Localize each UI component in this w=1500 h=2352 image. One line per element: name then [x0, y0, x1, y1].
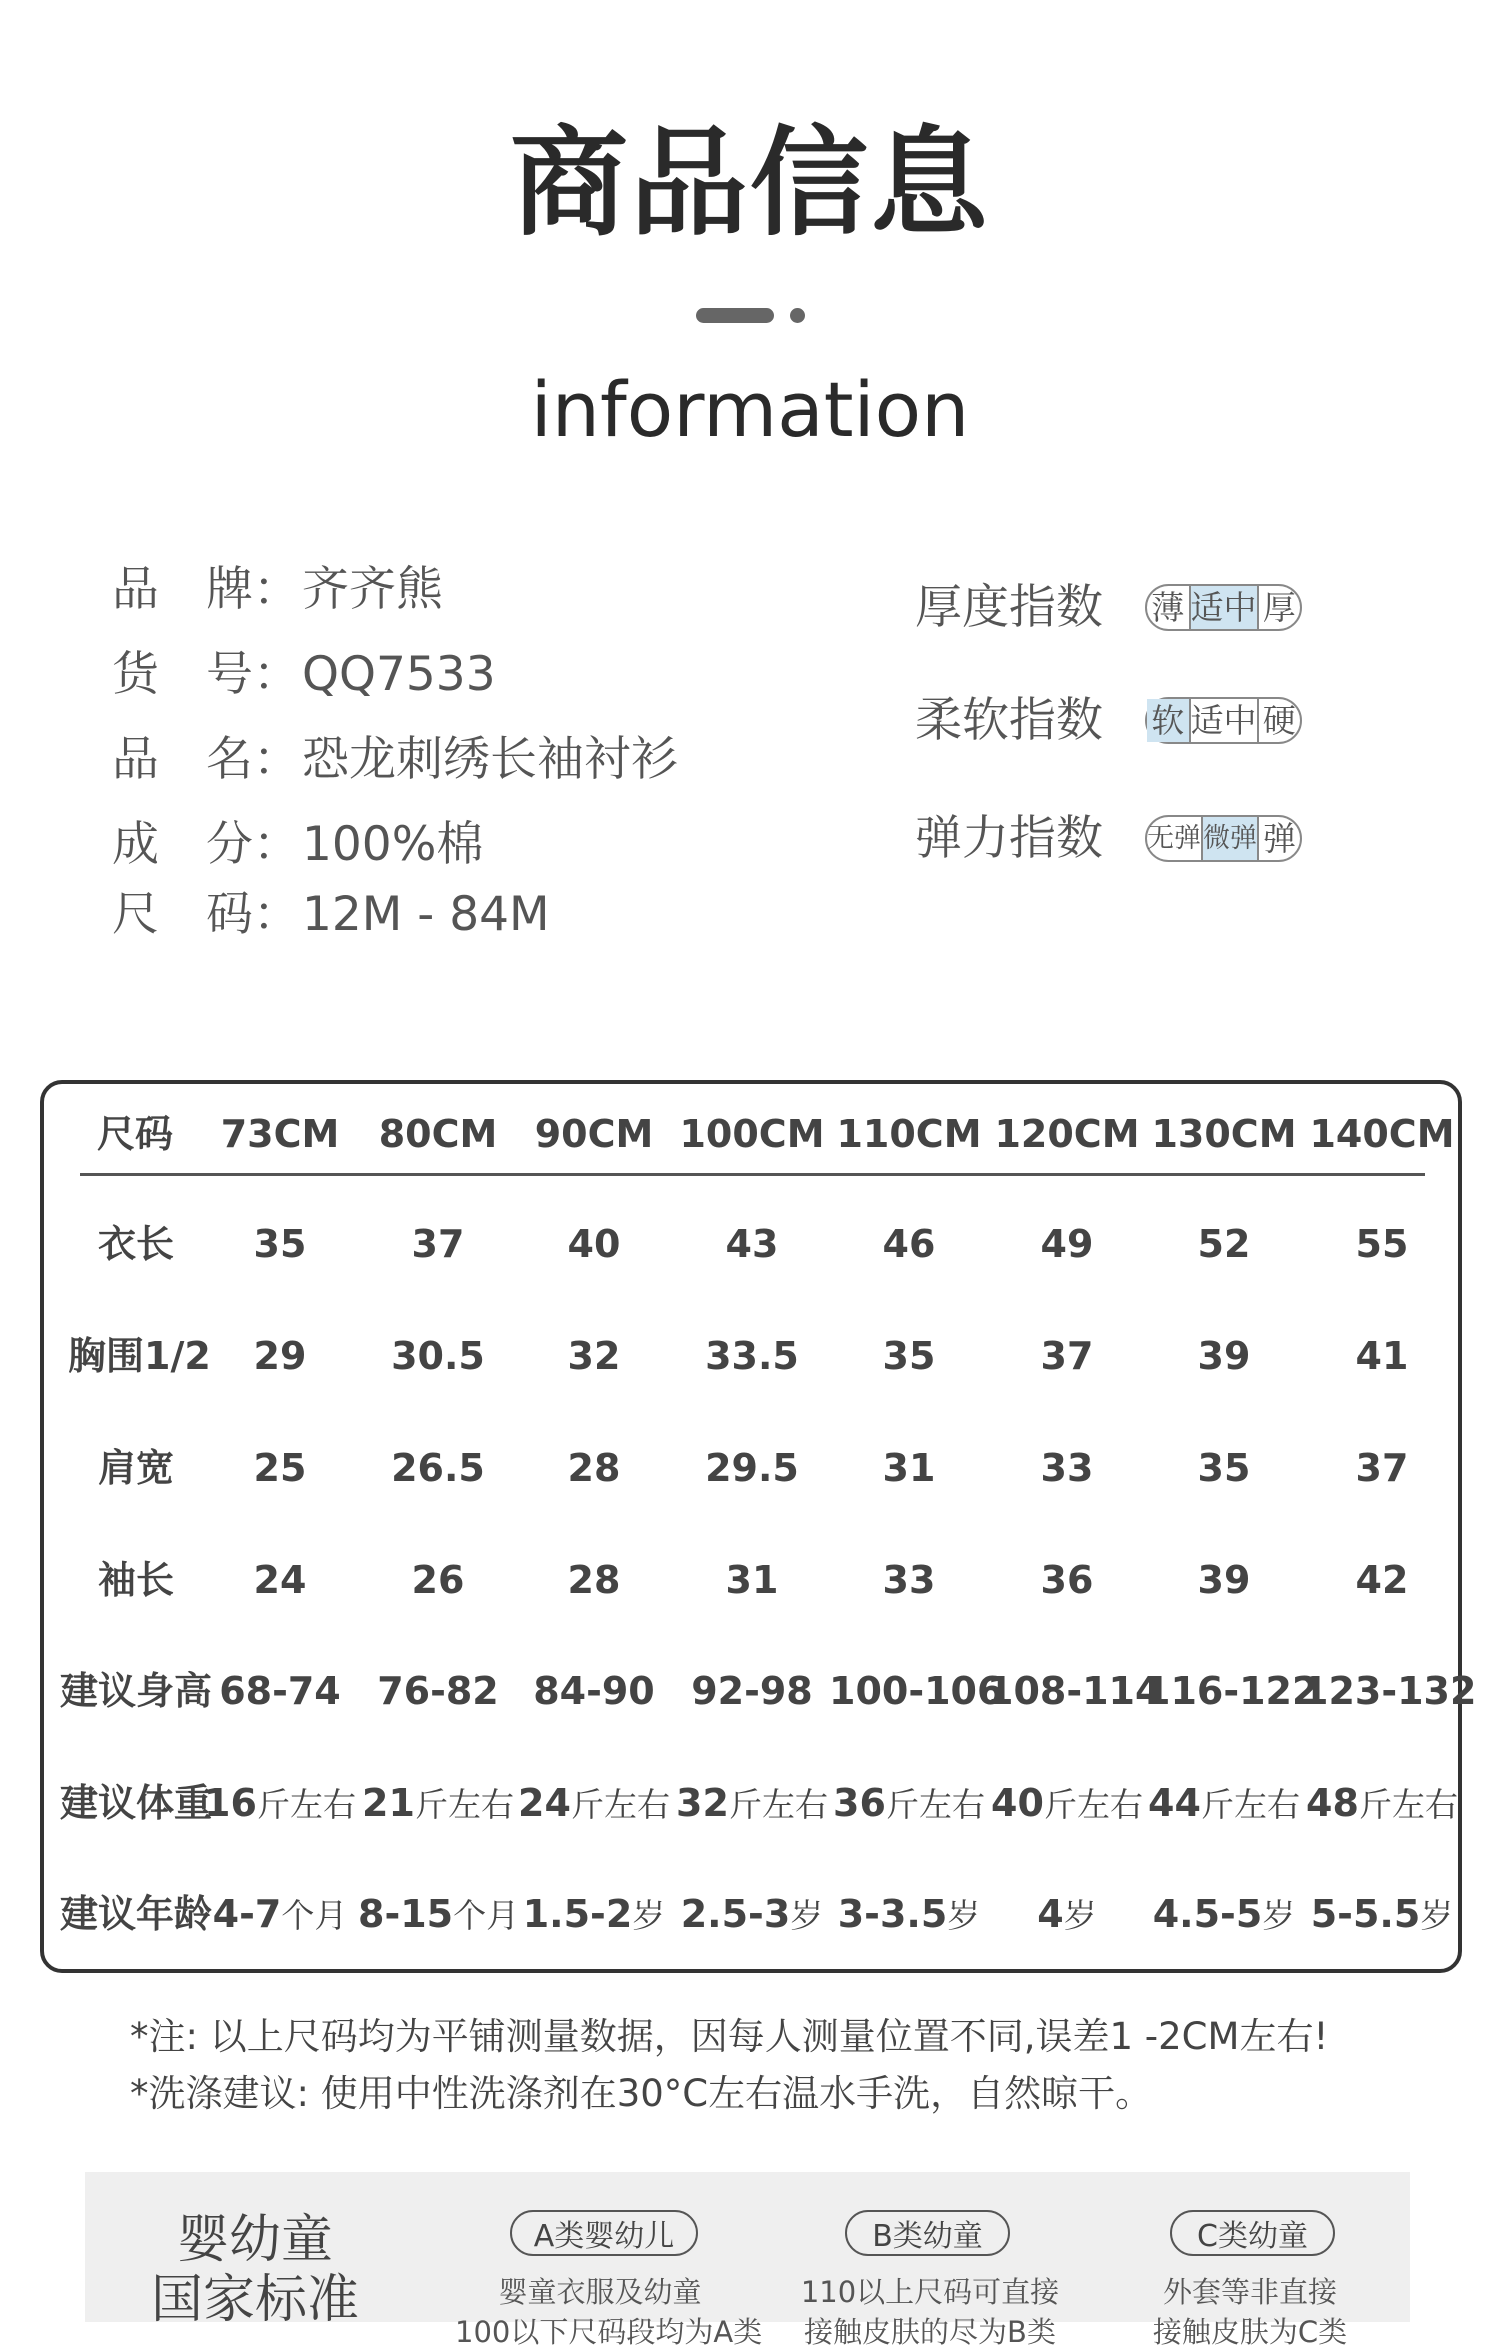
- table-cell: [358, 1779, 518, 1829]
- cell-value: 36: [1040, 1558, 1094, 1602]
- table-cell: [829, 1667, 1004, 1715]
- cell-unit: 斤左右: [1200, 1785, 1300, 1824]
- info-row-product-name: [112, 730, 678, 790]
- row-label: 建议身高: [60, 1669, 213, 1713]
- class-a-badge: A类婴幼儿: [510, 2210, 698, 2256]
- cell-unit: 斤左右: [885, 1785, 985, 1824]
- cell-value: 76-82: [377, 1669, 499, 1713]
- cell-value: 39: [1197, 1334, 1251, 1378]
- table-cell: [200, 1556, 360, 1604]
- measurement-note: *注: 以上尺码均为平铺测量数据，因每人测量位置不同,误差1 -2CM左右!: [130, 2015, 1329, 2058]
- table-cell: [358, 1444, 518, 1492]
- table-cell: [829, 1220, 989, 1268]
- table-cell: [829, 1779, 989, 1829]
- info-label: 尺 码：: [112, 887, 300, 942]
- cell-value: 28: [567, 1558, 621, 1602]
- info-row-size-range: [112, 885, 550, 945]
- cell-value: 68-74: [219, 1669, 341, 1713]
- table-cell: [1144, 1667, 1319, 1715]
- class-c-badge: C类幼童: [1170, 2210, 1335, 2256]
- cell-value: 8-15: [358, 1892, 454, 1936]
- table-cell: [1302, 1890, 1462, 1940]
- title-divider-dot: [790, 308, 805, 323]
- cell-value: 3-3.5: [837, 1892, 948, 1936]
- cell-value: 24: [253, 1558, 307, 1602]
- cell-value: 29: [253, 1334, 307, 1378]
- info-value: 12M - 84M: [302, 887, 550, 942]
- table-cell: [987, 1556, 1147, 1604]
- table-cell: [672, 1444, 832, 1492]
- table-cell: [358, 1667, 518, 1715]
- class-b-desc: [785, 2272, 1075, 2352]
- size-column-header: 110CM: [836, 1112, 982, 1156]
- row-label: 肩宽: [98, 1446, 175, 1490]
- cell-unit: 岁: [1063, 1896, 1097, 1935]
- class-c-desc-line2: 接触皮肤为C类: [1152, 2315, 1348, 2349]
- cell-value: 108-114: [987, 1669, 1162, 1713]
- cell-value: 37: [411, 1222, 465, 1266]
- table-cell: [358, 1220, 518, 1268]
- cell-value: 32: [676, 1781, 729, 1825]
- info-row-material: [112, 815, 483, 875]
- table-cell: [987, 1667, 1162, 1715]
- scale-option: 弹: [1263, 819, 1296, 858]
- cell-value: 4-7: [212, 1892, 282, 1936]
- cell-value: 32: [567, 1334, 621, 1378]
- size-column-header: 100CM: [679, 1112, 825, 1156]
- cell-value: 21: [362, 1781, 415, 1825]
- class-a-desc: [455, 2272, 763, 2352]
- index-label: 厚度指数: [915, 580, 1103, 635]
- info-value: QQ7533: [302, 647, 496, 702]
- info-value: 100%棉: [302, 817, 484, 872]
- table-cell: [514, 1667, 674, 1715]
- scale-option: 硬: [1262, 701, 1296, 740]
- cell-value: 43: [725, 1222, 779, 1266]
- table-cell: [987, 1332, 1147, 1380]
- table-cell: [514, 1220, 674, 1268]
- cell-value: 36: [833, 1781, 886, 1825]
- cell-value: 4: [1037, 1892, 1064, 1936]
- title-divider: [696, 308, 774, 323]
- softness-scale: [1145, 697, 1302, 744]
- standards-title-line2: 国家标准: [150, 2270, 359, 2330]
- scale-option-selected: 适中: [1190, 588, 1257, 627]
- table-cell: [1302, 1556, 1462, 1604]
- cell-unit: 个月: [281, 1896, 348, 1935]
- table-cell: [1144, 1556, 1304, 1604]
- scale-option: 适中: [1190, 701, 1257, 740]
- cell-value: 31: [882, 1446, 936, 1490]
- table-cell: [1302, 1667, 1477, 1715]
- index-label: 柔软指数: [915, 693, 1103, 748]
- table-cell: [829, 1444, 989, 1492]
- cell-unit: 个月: [453, 1896, 520, 1935]
- cell-value: 84-90: [533, 1669, 655, 1713]
- table-cell: [200, 1444, 360, 1492]
- cell-unit: 斤左右: [414, 1785, 514, 1824]
- info-label: 品 牌：: [112, 562, 300, 617]
- page-subtitle: information: [530, 365, 970, 454]
- cell-value: 28: [567, 1446, 621, 1490]
- cell-value: 26.5: [391, 1446, 485, 1490]
- table-cell: [514, 1444, 674, 1492]
- cell-value: 35: [253, 1222, 307, 1266]
- table-cell: [987, 1779, 1147, 1829]
- cell-value: 26: [411, 1558, 465, 1602]
- table-cell: [514, 1556, 674, 1604]
- table-cell: [358, 1556, 518, 1604]
- cell-value: 44: [1148, 1781, 1201, 1825]
- info-value: 恐龙刺绣长袖衬衫: [302, 732, 678, 787]
- cell-value: 24: [518, 1781, 571, 1825]
- cell-value: 2.5-3: [680, 1892, 791, 1936]
- cell-value: 55: [1355, 1222, 1409, 1266]
- info-label: 品 名：: [112, 732, 300, 787]
- cell-unit: 岁: [947, 1896, 981, 1935]
- row-label: 袖长: [98, 1558, 175, 1602]
- size-column-header: 80CM: [378, 1112, 498, 1156]
- cell-value: 33.5: [705, 1334, 799, 1378]
- table-cell: [1144, 1444, 1304, 1492]
- cell-value: 33: [1040, 1446, 1094, 1490]
- standards-title-line1: 婴幼童: [176, 2210, 333, 2270]
- cell-value: 40: [567, 1222, 621, 1266]
- table-cell: [829, 1890, 989, 1940]
- table-cell: [514, 1332, 674, 1380]
- table-cell: [1144, 1220, 1304, 1268]
- cell-value: 35: [882, 1334, 936, 1378]
- table-cell: [987, 1444, 1147, 1492]
- cell-value: 92-98: [691, 1669, 813, 1713]
- table-cell: [1144, 1890, 1304, 1940]
- table-cell: [200, 1667, 360, 1715]
- cell-unit: 斤左右: [728, 1785, 828, 1824]
- table-cell: [200, 1779, 360, 1829]
- scale-option-selected: 微弹: [1203, 817, 1259, 860]
- cell-value: 25: [253, 1446, 307, 1490]
- table-cell: [1302, 1779, 1462, 1829]
- table-cell: [672, 1890, 832, 1940]
- cell-unit: 岁: [1262, 1896, 1296, 1935]
- cell-value: 16: [204, 1781, 257, 1825]
- size-column-header: 120CM: [994, 1112, 1140, 1156]
- table-cell: [358, 1890, 518, 1940]
- cell-value: 116-122: [1144, 1669, 1319, 1713]
- size-column-header: 140CM: [1309, 1112, 1455, 1156]
- cell-value: 35: [1197, 1446, 1251, 1490]
- cell-unit: 斤左右: [1043, 1785, 1143, 1824]
- cell-value: 30.5: [391, 1334, 485, 1378]
- class-c-desc-line1: 外套等非直接: [1162, 2275, 1337, 2309]
- cell-unit: 斤左右: [256, 1785, 356, 1824]
- info-label: 货 号：: [112, 647, 300, 702]
- info-row-brand: [112, 560, 443, 620]
- elasticity-scale: [1145, 815, 1302, 862]
- size-column-header: 90CM: [534, 1112, 654, 1156]
- table-cell: [1302, 1332, 1462, 1380]
- cell-value: 52: [1197, 1222, 1251, 1266]
- thickness-scale: [1145, 584, 1302, 631]
- table-cell: [1302, 1220, 1462, 1268]
- row-label: 建议体重: [60, 1781, 213, 1825]
- table-cell: [829, 1332, 989, 1380]
- cell-value: 41: [1355, 1334, 1409, 1378]
- cell-value: 1.5-2: [522, 1892, 633, 1936]
- cell-value: 49: [1040, 1222, 1094, 1266]
- table-cell: [1302, 1444, 1462, 1492]
- info-row-item-number: [112, 645, 496, 705]
- table-cell: [1144, 1332, 1304, 1380]
- washing-note: *洗涤建议: 使用中性洗涤剂在30°C左右温水手洗，自然晾干。: [130, 2072, 1153, 2115]
- table-cell: [672, 1556, 832, 1604]
- class-b-badge: B类幼童: [845, 2210, 1010, 2256]
- cell-value: 29.5: [705, 1446, 799, 1490]
- row-label: 建议年龄: [60, 1892, 213, 1936]
- table-cell: [200, 1220, 360, 1268]
- cell-unit: 岁: [790, 1896, 824, 1935]
- table-cell: [200, 1890, 360, 1940]
- cell-value: 123-132: [1302, 1669, 1477, 1713]
- scale-option: 无弹: [1147, 817, 1203, 860]
- table-corner-label: 尺码: [96, 1112, 173, 1156]
- table-cell: [1144, 1779, 1304, 1829]
- table-cell: [829, 1556, 989, 1604]
- cell-value: 40: [991, 1781, 1044, 1825]
- table-cell: [358, 1332, 518, 1380]
- table-cell: [987, 1220, 1147, 1268]
- size-column-header: 73CM: [220, 1112, 340, 1156]
- cell-value: 42: [1355, 1558, 1409, 1602]
- row-label: 衣长: [98, 1222, 175, 1266]
- table-cell: [672, 1779, 832, 1829]
- table-cell: [672, 1220, 832, 1268]
- cell-value: 46: [882, 1222, 936, 1266]
- table-cell: [200, 1332, 360, 1380]
- scale-option-selected: 软: [1147, 699, 1191, 742]
- cell-value: 4.5-5: [1152, 1892, 1263, 1936]
- page-title: 商品信息: [509, 114, 990, 252]
- info-value: 齐齐熊: [302, 562, 443, 617]
- cell-unit: 岁: [1420, 1896, 1454, 1935]
- table-cell: [672, 1332, 832, 1380]
- standards-title: [140, 2210, 370, 2330]
- cell-unit: 岁: [632, 1896, 666, 1935]
- cell-value: 31: [725, 1558, 779, 1602]
- class-a-desc-line1: 婴童衣服及幼童: [498, 2275, 702, 2309]
- cell-value: 33: [882, 1558, 936, 1602]
- cell-value: 5-5.5: [1310, 1892, 1421, 1936]
- cell-value: 100-106: [829, 1669, 1004, 1713]
- table-header-rule: [80, 1173, 1425, 1176]
- scale-option: 厚: [1262, 588, 1296, 627]
- cell-value: 39: [1197, 1558, 1251, 1602]
- cell-value: 48: [1306, 1781, 1359, 1825]
- table-cell: [987, 1890, 1147, 1940]
- class-b-desc-line2: 接触皮肤的尽为B类: [804, 2315, 1056, 2349]
- class-c-desc: [1105, 2272, 1395, 2352]
- scale-option: 薄: [1147, 586, 1191, 629]
- size-column-header: 130CM: [1151, 1112, 1297, 1156]
- cell-value: 37: [1040, 1334, 1094, 1378]
- info-label: 成 分：: [112, 817, 300, 872]
- cell-unit: 斤左右: [1358, 1785, 1458, 1824]
- table-cell: [672, 1667, 832, 1715]
- cell-value: 37: [1355, 1446, 1409, 1490]
- class-b-desc-line1: 110以上尺码可直接: [800, 2275, 1060, 2309]
- table-cell: [514, 1779, 674, 1829]
- index-label: 弹力指数: [915, 811, 1103, 866]
- row-label: 胸围1/2: [68, 1334, 211, 1378]
- class-a-desc-line2: 100以下尺码段均为A类: [455, 2315, 763, 2349]
- size-table: [40, 1080, 1462, 1973]
- cell-unit: 斤左右: [570, 1785, 670, 1824]
- table-cell: [514, 1890, 674, 1940]
